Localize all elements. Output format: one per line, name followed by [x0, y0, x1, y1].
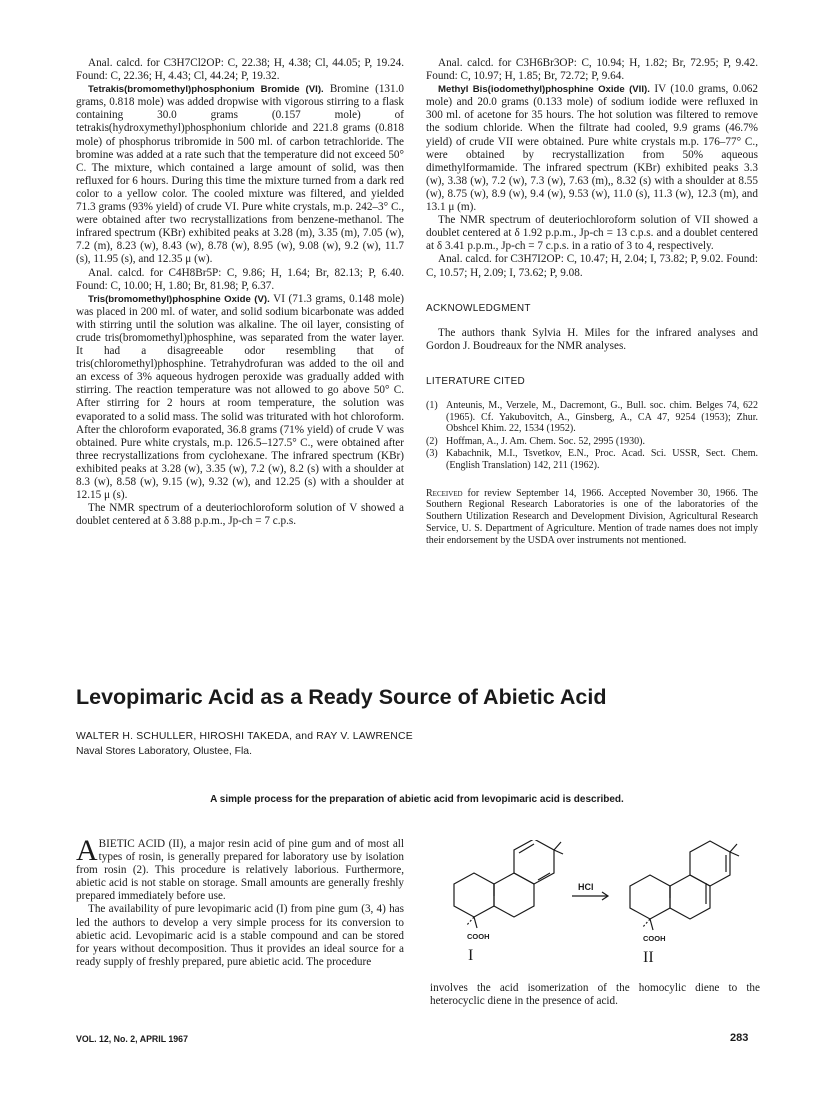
- acknowledgment-heading: ACKNOWLEDGMENT: [426, 302, 531, 314]
- reaction-scheme-figure: [430, 840, 760, 970]
- paragraph-compound-vii: [426, 83, 758, 214]
- right-column: [426, 57, 758, 547]
- text-compound-vi: Bromine (131.0 grams, 0.818 mole) was added dropwise with vigorous stirring to a flask containing 30.0 grams (0.157 mole) of tetrakis(hydroxymethyl)phosphonium chloride and 221.8 grams (0.818 mole) of phosphorus tribromide in 500 ml. of carbon tetrachloride. The bromine was added at a rate such that the temperature did not exceed 50° C. The mixture, which contained a large amount of solid, was then refluxed for 6 hours. During this time the mixture turned from a dark red color to a yellow color. The cooled mixture was filtered, and yielded 71.3 grams (93% yield) of crude VI. Pure white crystals, m.p. 242–3° C., were obtained after two recrystallizations from benzene-methanol. The infrared spectrum (KBr) exhibited peaks at 3.28 (m), 3.35 (m), 7.05 (w), 7.2 (m), 8.23 (w), 8.43 (w), 8.78 (w), 8.95 (w), 9.08 (w), 9.2 (w), 11.7 (s), 11.95 (s), and 12.35 μ (w).: [76, 83, 404, 266]
- literature-cited-heading: LITERATURE CITED: [426, 375, 526, 387]
- text-compound-vii: IV (10.0 grams, 0.062 mole) and 20.0 grams (0.133 mole) of sodium iodide were refluxed in 300 ml. of acetone for 35 hours. The hot solution was filtered to remove the sodium chloride. When the filtrate had cooled, 9.9 grams (46.7% yield) of crude VII were obtained. Pure white crystals m.p. 176–77° C., were obtained by recrystallization from 50% aqueous dimethylformamide. The infrared spectrum (KBr) exhibited peaks 3.3 (w), 3.38 (w), 7.2 (w), 7.3 (w), 7.63 (m),, 8.32 (s) with a shoulder at 8.55 (w), 8.75 (w), 8.9 (w), 9.4 (w), 9.53 (w), 11.0 (s), 11.3 (w), 12.3 (m), and 13.1 μ (m).: [426, 83, 758, 214]
- elemental-analysis-v: Anal. calcd. for C3H6Br3OP: C, 10.94; H, 1.82; Br, 72.95; P, 9.42. Found: C, 10.97; H, 1.85; Br, 72.72; P, 9.64.: [426, 57, 758, 83]
- article-body-continued: involves the acid isomerization of the homocylic diene to the heterocyclic diene in the presence of acid.: [430, 982, 760, 1008]
- elemental-analysis-iii: Anal. calcd. for C3H7Cl2OP: C, 22.38; H, 4.38; Cl, 44.05; P, 19.24. Found: C, 22.36; H, 4.43; Cl, 44.24; P, 19.32.: [76, 57, 404, 83]
- structure-abietic-acid: [630, 841, 739, 930]
- article-abstract: A simple process for the preparation of abietic acid from levopimaric acid is described.: [210, 794, 624, 805]
- article-body: [76, 834, 404, 969]
- reference-list: [426, 400, 758, 472]
- compound-label-i: I: [468, 947, 474, 964]
- nmr-compound-vii: The NMR spectrum of deuteriochloroform solution of VII showed a doublet centered at δ 1.92 p.p.m., Jp-ch = 13 c.p.s. and a doublet centered at δ 3.41 p.p.m., Jp-ch = 7 c.p.s. in a ratio of 3 to 4, respectively.: [426, 214, 758, 253]
- left-column: [76, 57, 404, 528]
- body-paragraph-1: [76, 834, 404, 903]
- received-label: Received: [426, 487, 463, 499]
- reference-item: (1) Anteunis, M., Verzele, M., Dacremont, G., Bull. soc. chim. Belges 74, 622 (1965). Cf. Yakubovitch, A., Ginsberg, A., CA 47, 9254 (1953); Zhur. Obshcel Khim. 22, 1534 (1952).: [426, 399, 758, 435]
- acknowledgment-text: The authors thank Sylvia H. Miles for the infrared analyses and Gordon J. Boudreaux for the NMR analyses.: [426, 326, 758, 352]
- carboxyl-label-right: COOH: [643, 934, 666, 943]
- elemental-analysis-vi: Anal. calcd. for C4H8Br5P: C, 9.86; H, 1.64; Br, 82.13; P, 6.40. Found: C, 10.00; H, 1.80; Br, 81.98; P, 6.37.: [76, 266, 404, 292]
- heading-compound-v: Tris(bromomethyl)phosphine Oxide (V).: [88, 293, 270, 305]
- article-authors: WALTER H. SCHULLER, HIROSHI TAKEDA, and RAY V. LAWRENCE: [76, 731, 413, 742]
- reference-item: (2) Hoffman, A., J. Am. Chem. Soc. 52, 2995 (1930).: [426, 435, 645, 447]
- carboxyl-label-left: COOH: [467, 932, 490, 941]
- received-note: [426, 488, 758, 547]
- paragraph-compound-vi: [76, 83, 404, 266]
- reference-item: (3) Kabachnik, M.I., Tsvetkov, E.N., Proc. Acad. Sci. USSR, Sect. Chem. (English Translation) 142, 211 (1962).: [426, 448, 758, 471]
- heading-compound-vii: Methyl Bis(iodomethyl)phosphine Oxide (VII).: [438, 84, 650, 96]
- elemental-analysis-vii: Anal. calcd. for C3H7I2OP: C, 10.47; H, 2.04; I, 73.82; P, 9.02. Found: C, 10.57; H, 2.09; I, 73.62; P, 9.08.: [426, 253, 758, 279]
- body-paragraph-2: The availability of pure levopimaric acid (I) from pine gum (3, 4) has led the authors to develop a very simple process for its conversion to abietic acid. Levopimaric acid is a stable compound and can be stored for years without decomposition. Thus it provides an ideal source for a ready supply of freshly prepared, pure abietic acid. The procedure: [76, 903, 404, 968]
- journal-issue-footer: VOL. 12, No. 2, APRIL 1967: [76, 1034, 188, 1044]
- text-compound-v: VI (71.3 grams, 0.148 mole) was placed in 200 ml. of water, and solid sodium bicarbonate was added with stirring until the solution was alkaline. The oil layer, consisting of crude tris(bromomethyl)phosphine, was separated from the water layer. It had a disagreeable odor resembling that of tris(chloromethyl)phosphine. Tetrahydrofuran was added to the oil and an excess of 3% aqueous hydrogen peroxide was gradually added with stirring. The reaction temperature was not allowed to go above 50° C. After stirring for 2 hours at room temperature, the solution was evaporated to a solid mass. The solid was triturated with hot chloroform. After the chloroform evaporated, 36.8 grams (71% yield) of crude V was obtained. Pure white crystals, m.p. 126.5–127.5° C., were obtained after three recrystallizations from cyclohexane. The infrared spectrum (KBr) exhibited peaks at 3.28 (w), 3.35 (w), 7.2 (w), 8.2 (s) with a shoulder at 8.3 (w), 8.58 (w), 9.15 (w), 9.32 (w), and 12.25 (s) with a shoulder at 12.15 μ (s).: [76, 292, 404, 502]
- received-text: for review September 14, 1966. Accepted November 30, 1966. The Southern Regional Research Laboratories is one of the laboratories of the Southern Utilization Research and Development Division, Agricultural Research Service, U. S. Department of Agriculture. Mention of trade names does not imply their endorsement by the USDA over instruments not mentioned.: [426, 487, 758, 546]
- nmr-compound-v: The NMR spectrum of a deuteriochloroform solution of V showed a doublet centered at δ 3.88 p.p.m., Jp-ch = 7 c.p.s.: [76, 502, 404, 528]
- compound-label-ii: II: [643, 949, 654, 966]
- reagent-label: HCl: [578, 882, 594, 892]
- article-title: Levopimaric Acid as a Ready Source of Abietic Acid: [76, 685, 607, 709]
- heading-compound-vi: Tetrakis(bromomethyl)phosphonium Bromide (VI).: [88, 84, 324, 96]
- page-number: 283: [730, 1032, 749, 1044]
- article-affiliation: Naval Stores Laboratory, Olustee, Fla.: [76, 746, 252, 757]
- paragraph-compound-v: [76, 293, 404, 503]
- drop-cap: A: [76, 834, 98, 867]
- structure-levopimaric-acid: [454, 840, 563, 928]
- body-paragraph-1-text: BIETIC ACID (II), a major resin acid of pine gum and of most all types of rosin, is generally prepared for laboratory use by isolation from rosin (2). This procedure is relatively laborious. Furthermore, abietic acid is not stable on storage. Small amounts are generally freshly prepared immediately before use.: [76, 838, 404, 903]
